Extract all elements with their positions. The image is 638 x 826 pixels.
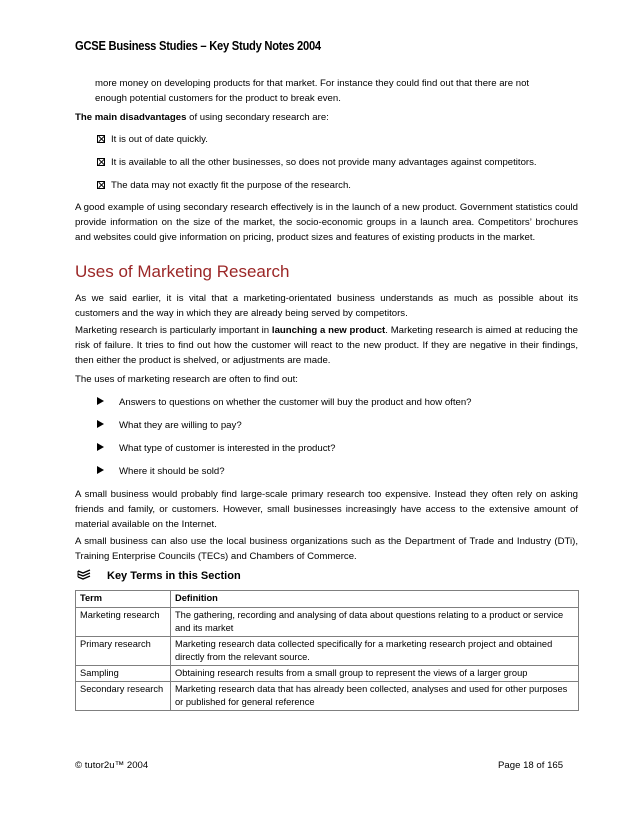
disadvantage-item: It is out of date quickly. xyxy=(97,132,208,147)
section-paragraph-4: A small business can also use the local business organizations such as the Department of Trade and Industry (DTi), Training Enterprise Councils (TECs) and Chambers of Commerce. xyxy=(75,536,578,562)
cross-box-icon xyxy=(97,135,105,143)
key-terms-heading: Key Terms in this Section xyxy=(77,569,241,582)
cross-box-icon xyxy=(97,181,105,189)
section-paragraph-2: Marketing research is particularly important in launching a new product. Marketing research is aimed at reducing the risk of failure. It tries to find out how the customer will react to the new product. If they are negative in their findings, then either the product is shelved, or adjustments are made. xyxy=(75,325,579,366)
term-cell: Secondary research xyxy=(76,682,171,711)
definition-cell: Marketing research data that has already been collected, analyses and used for other purposes or published for general reference xyxy=(171,682,579,711)
disadvantages-lead xyxy=(75,110,578,125)
intro-paragraph xyxy=(95,76,578,106)
table-row xyxy=(76,608,579,637)
footer-page-number: Page 18 of 165 xyxy=(498,760,564,771)
table-row xyxy=(76,666,579,682)
column-header-definition: Definition xyxy=(171,591,579,608)
launching-new-product-emphasis: launching a new product xyxy=(271,325,386,336)
cross-box-icon xyxy=(97,158,105,166)
page-header: GCSE Business Studies – Key Study Notes 2004 xyxy=(75,38,321,53)
term-cell: Primary research xyxy=(76,637,171,666)
use-item: Answers to questions on whether the customer will buy the product and how often? xyxy=(97,395,472,410)
table-row xyxy=(76,682,579,711)
uses-lead: The uses of marketing research are often to find out: xyxy=(75,374,298,385)
key-terms-table xyxy=(75,590,579,711)
footer-copyright: © tutor2u™ 2004 xyxy=(75,760,149,771)
arrow-bullet-icon xyxy=(97,397,104,405)
use-item: What they are willing to pay? xyxy=(97,418,242,433)
intro-line-1: more money on developing products for that market. For instance they could find out that there are not xyxy=(95,78,530,89)
section-paragraph-3: A small business would probably find large-scale primary research too expensive. Instead they often rely on asking friends and family, or customers. However, small businesses increasingly have access to the extensive amount of material available on the Internet. xyxy=(75,489,578,530)
definition-cell: Obtaining research results from a small group to represent the views of a larger group xyxy=(171,666,579,682)
definition-cell: Marketing research data collected specifically for a marketing research project and obtained directly from the relevant source. xyxy=(171,637,579,666)
intro-line-2: enough potential customers for the product to break even. xyxy=(95,93,341,104)
arrow-bullet-icon xyxy=(97,466,104,474)
disadvantages-lead-bold: The main disadvantages xyxy=(75,112,187,123)
disadvantage-item: The data may not exactly fit the purpose of the research. xyxy=(97,178,351,193)
term-cell: Sampling xyxy=(76,666,171,682)
disadvantage-item: It is available to all the other businesses, so does not provide many advantages against competitors. xyxy=(97,155,537,170)
use-item: What type of customer is interested in the product? xyxy=(97,441,336,456)
example-paragraph: A good example of using secondary research effectively is in the launch of a new product. Government statistics could provide information on the size of the market, the socio-economic groups in a launch area. Competitors’ brochures and websites could give information on pricing, product sizes and features of existing products in the market. xyxy=(75,202,578,243)
table-row xyxy=(76,637,579,666)
book-stack-icon xyxy=(77,569,91,581)
definition-cell: The gathering, recording and analysing of data about questions relating to a product or service and its market xyxy=(171,608,579,637)
column-header-term: Term xyxy=(76,591,171,608)
section-heading: Uses of Marketing Research xyxy=(75,262,290,281)
arrow-bullet-icon xyxy=(97,420,104,428)
section-paragraph-1: As we said earlier, it is vital that a marketing-orientated business understands as much as possible about its customers and the way in which they are already being served by competitors. xyxy=(75,293,578,319)
disadvantages-lead-rest: of using secondary research are: xyxy=(186,112,329,123)
term-cell: Marketing research xyxy=(76,608,171,637)
arrow-bullet-icon xyxy=(97,443,104,451)
table-header-row xyxy=(76,591,579,608)
use-item: Where it should be sold? xyxy=(97,464,225,479)
